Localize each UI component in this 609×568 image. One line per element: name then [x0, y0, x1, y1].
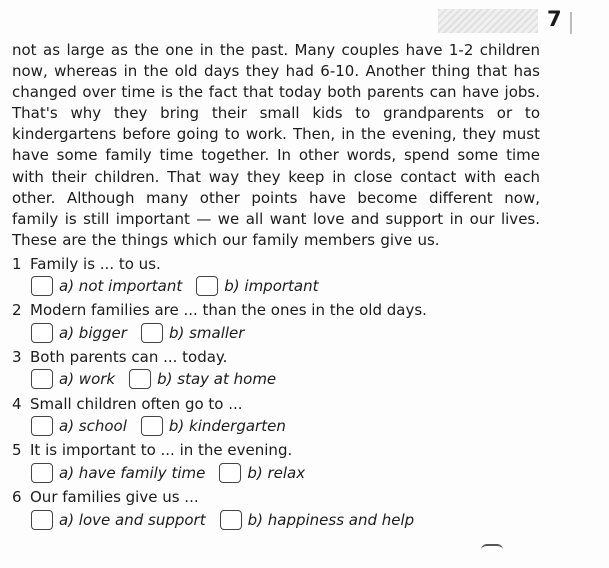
question-6 — [12, 488, 199, 506]
option-label: a) love and support — [59, 511, 206, 529]
question-5-options — [31, 463, 305, 483]
option-6b[interactable] — [220, 510, 415, 530]
question-4-options — [31, 416, 286, 436]
question-number: 3 — [12, 348, 22, 366]
option-label: a) bigger — [59, 324, 127, 342]
question-number: 2 — [12, 301, 22, 319]
option-label: a) not important — [59, 277, 183, 295]
question-5 — [12, 441, 292, 459]
question-text: Family is ... to us. — [30, 255, 161, 273]
page-number: 7 — [547, 7, 562, 31]
option-6a[interactable] — [31, 510, 206, 530]
question-4 — [12, 395, 243, 413]
option-label: b) relax — [247, 464, 306, 482]
question-text: It is important to ... in the evening. — [30, 441, 293, 459]
option-3b[interactable] — [129, 369, 276, 389]
option-1a[interactable] — [31, 276, 182, 296]
checkbox[interactable] — [31, 323, 53, 343]
option-4b[interactable] — [141, 416, 286, 436]
option-label: b) kindergarten — [168, 417, 286, 435]
question-text: Both parents can ... today. — [30, 348, 228, 366]
question-number: 1 — [12, 255, 22, 273]
checkbox[interactable] — [129, 369, 151, 389]
question-6-options — [31, 510, 414, 530]
checkbox[interactable] — [31, 463, 53, 483]
option-2b[interactable] — [141, 323, 245, 343]
page-corner-mark — [481, 544, 503, 552]
checkbox[interactable] — [141, 323, 163, 343]
question-number: 6 — [12, 488, 22, 506]
question-3-options — [31, 369, 276, 389]
question-1 — [12, 255, 161, 273]
option-label: b) stay at home — [157, 370, 277, 388]
checkbox[interactable] — [220, 510, 242, 530]
question-1-options — [31, 276, 319, 296]
option-label: b) happiness and help — [247, 511, 415, 529]
option-3a[interactable] — [31, 369, 115, 389]
question-text: Modern families are ... than the ones in the old days. — [30, 301, 427, 319]
question-3 — [12, 348, 227, 366]
option-label: b) important — [224, 277, 319, 295]
checkbox[interactable] — [31, 510, 53, 530]
reading-passage: not as large as the one in the past. Many couples have 1-2 children now, whereas in the old days they had 6-10. Another thing that has changed over time is the fact that today both parents can have jobs. That's why they bring their small kids to grandparents or to kindergartens before going to work. Then, in the evening, they must have some family time together. In other words, spend some time with their children. That way they keep in close contact with each other. Although many other points have become different now, family is still important — we all want love and support in our lives. These are the things which our family members give us. — [12, 41, 540, 249]
option-label: a) school — [59, 417, 127, 435]
option-5a[interactable] — [31, 463, 205, 483]
option-label: b) smaller — [168, 324, 245, 342]
option-label: a) work — [59, 370, 116, 388]
question-2-options — [31, 323, 244, 343]
option-1b[interactable] — [196, 276, 318, 296]
page-edge-mark — [570, 12, 572, 34]
question-2 — [12, 301, 427, 319]
checkbox[interactable] — [31, 276, 53, 296]
option-label: a) have family time — [59, 464, 206, 482]
option-4a[interactable] — [31, 416, 127, 436]
checkbox[interactable] — [196, 276, 218, 296]
question-text: Small children often go to ... — [30, 395, 243, 413]
question-number: 5 — [12, 441, 22, 459]
question-text: Our families give us ... — [30, 488, 199, 506]
option-2a[interactable] — [31, 323, 127, 343]
question-number: 4 — [12, 395, 22, 413]
checkbox[interactable] — [31, 416, 53, 436]
checkbox[interactable] — [31, 369, 53, 389]
checkbox[interactable] — [141, 416, 163, 436]
option-5b[interactable] — [219, 463, 305, 483]
checkbox[interactable] — [219, 463, 241, 483]
header-decoration — [438, 9, 538, 33]
